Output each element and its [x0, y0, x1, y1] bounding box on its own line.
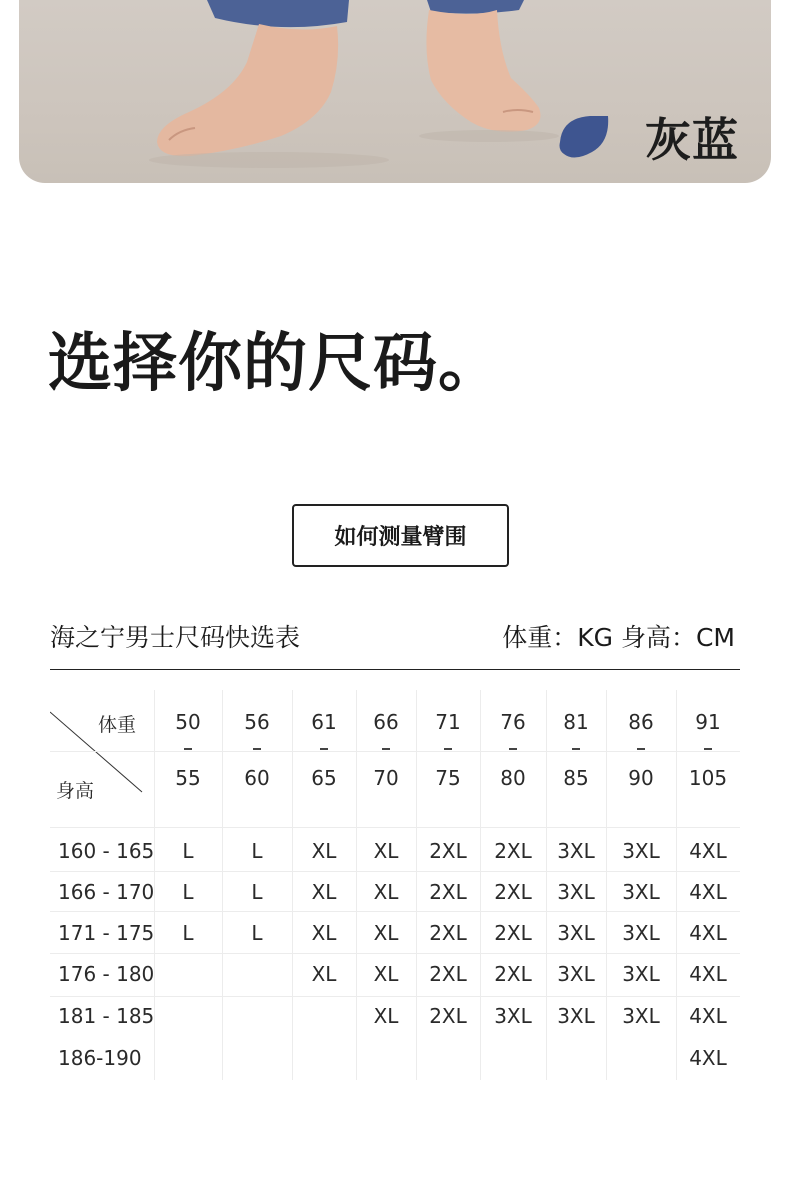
- color-swatch-icon: [556, 112, 616, 162]
- weight-range-from: 56: [244, 710, 270, 734]
- height-range-label: 171 - 175: [58, 921, 155, 945]
- size-cell: XL: [373, 921, 399, 945]
- size-cell: XL: [373, 1004, 399, 1028]
- row-divider: [50, 911, 740, 912]
- size-cell: XL: [311, 962, 337, 986]
- page-title: 选择你的尺码。: [48, 327, 503, 401]
- column-divider: [356, 690, 357, 1080]
- size-cell: L: [182, 921, 194, 945]
- size-cell: 4XL: [689, 1004, 727, 1028]
- size-cell: 3XL: [622, 880, 660, 904]
- weight-range-dash: [382, 748, 390, 750]
- size-cell: 4XL: [689, 839, 727, 863]
- size-cell: L: [182, 880, 194, 904]
- height-range-label: 166 - 170: [58, 880, 155, 904]
- size-cell: 3XL: [557, 921, 595, 945]
- row-divider: [50, 953, 740, 954]
- size-cell: L: [182, 839, 194, 863]
- size-cell: L: [251, 880, 263, 904]
- weight-range-to: 85: [563, 766, 589, 790]
- weight-range-from: 86: [628, 710, 654, 734]
- weight-range-to: 55: [175, 766, 201, 790]
- size-cell: 2XL: [429, 839, 467, 863]
- product-photo: [19, 0, 771, 183]
- column-divider: [676, 690, 677, 1080]
- weight-range-dash: [509, 748, 517, 750]
- how-to-measure-button[interactable]: 如何测量臂围: [292, 504, 509, 567]
- weight-range-dash: [637, 748, 645, 750]
- weight-range-to: 75: [435, 766, 461, 790]
- size-cell: 4XL: [689, 1046, 727, 1070]
- size-cell: XL: [311, 880, 337, 904]
- corner-weight-label: 体重: [98, 714, 137, 736]
- column-divider: [292, 690, 293, 1080]
- row-divider: [50, 871, 740, 872]
- size-cell: 2XL: [494, 962, 532, 986]
- table-title: 海之宁男士尺码快选表: [50, 623, 301, 652]
- weight-range-dash: [704, 748, 712, 750]
- height-range-label: 181 - 185: [58, 1004, 155, 1028]
- weight-range-dash: [444, 748, 452, 750]
- size-cell: 2XL: [429, 962, 467, 986]
- size-cell: 2XL: [494, 921, 532, 945]
- size-cell: XL: [311, 921, 337, 945]
- weight-range-to: 90: [628, 766, 654, 790]
- size-cell: 2XL: [494, 839, 532, 863]
- weight-range-dash: [320, 748, 328, 750]
- weight-range-from: 81: [563, 710, 589, 734]
- size-cell: 2XL: [429, 921, 467, 945]
- unit-note: 体重：KG 身高：CM: [502, 623, 735, 652]
- weight-range-from: 76: [500, 710, 526, 734]
- size-cell: 3XL: [622, 1004, 660, 1028]
- size-cell: 3XL: [557, 962, 595, 986]
- weight-range-to: 80: [500, 766, 526, 790]
- height-range-label: 160 - 165: [58, 839, 155, 863]
- size-cell: 2XL: [429, 1004, 467, 1028]
- column-divider: [546, 690, 547, 1080]
- column-divider: [606, 690, 607, 1080]
- size-cell: 3XL: [622, 962, 660, 986]
- weight-range-from: 50: [175, 710, 201, 734]
- size-cell: XL: [373, 880, 399, 904]
- row-divider: [50, 827, 740, 828]
- weight-range-dash: [572, 748, 580, 750]
- size-table: [50, 690, 740, 1080]
- weight-range-from: 61: [311, 710, 337, 734]
- size-cell: L: [251, 921, 263, 945]
- weight-range-dash: [253, 748, 261, 750]
- size-cell: 3XL: [494, 1004, 532, 1028]
- size-cell: 3XL: [622, 921, 660, 945]
- weight-range-to: 105: [688, 766, 728, 790]
- weight-range-to: 70: [373, 766, 399, 790]
- weight-range-from: 91: [695, 710, 721, 734]
- column-divider: [222, 690, 223, 1080]
- title-divider: [50, 669, 740, 670]
- row-divider: [50, 751, 740, 752]
- size-cell: 4XL: [689, 921, 727, 945]
- color-name: 灰蓝: [645, 113, 739, 167]
- height-range-label: 176 - 180: [58, 962, 155, 986]
- height-range-label: 186-190: [58, 1046, 142, 1070]
- weight-range-to: 65: [311, 766, 337, 790]
- size-cell: XL: [311, 839, 337, 863]
- row-divider: [50, 996, 740, 997]
- column-divider: [416, 690, 417, 1080]
- size-cell: 2XL: [429, 880, 467, 904]
- column-divider: [480, 690, 481, 1080]
- size-cell: 4XL: [689, 962, 727, 986]
- weight-range-from: 66: [373, 710, 399, 734]
- size-cell: 3XL: [622, 839, 660, 863]
- size-cell: 2XL: [494, 880, 532, 904]
- size-cell: XL: [373, 962, 399, 986]
- size-cell: L: [251, 839, 263, 863]
- weight-range-from: 71: [435, 710, 461, 734]
- weight-range-to: 60: [244, 766, 270, 790]
- corner-height-label: 身高: [56, 780, 95, 802]
- weight-range-dash: [184, 748, 192, 750]
- size-cell: 3XL: [557, 880, 595, 904]
- size-cell: 3XL: [557, 839, 595, 863]
- size-cell: XL: [373, 839, 399, 863]
- size-cell: 3XL: [557, 1004, 595, 1028]
- size-cell: 4XL: [689, 880, 727, 904]
